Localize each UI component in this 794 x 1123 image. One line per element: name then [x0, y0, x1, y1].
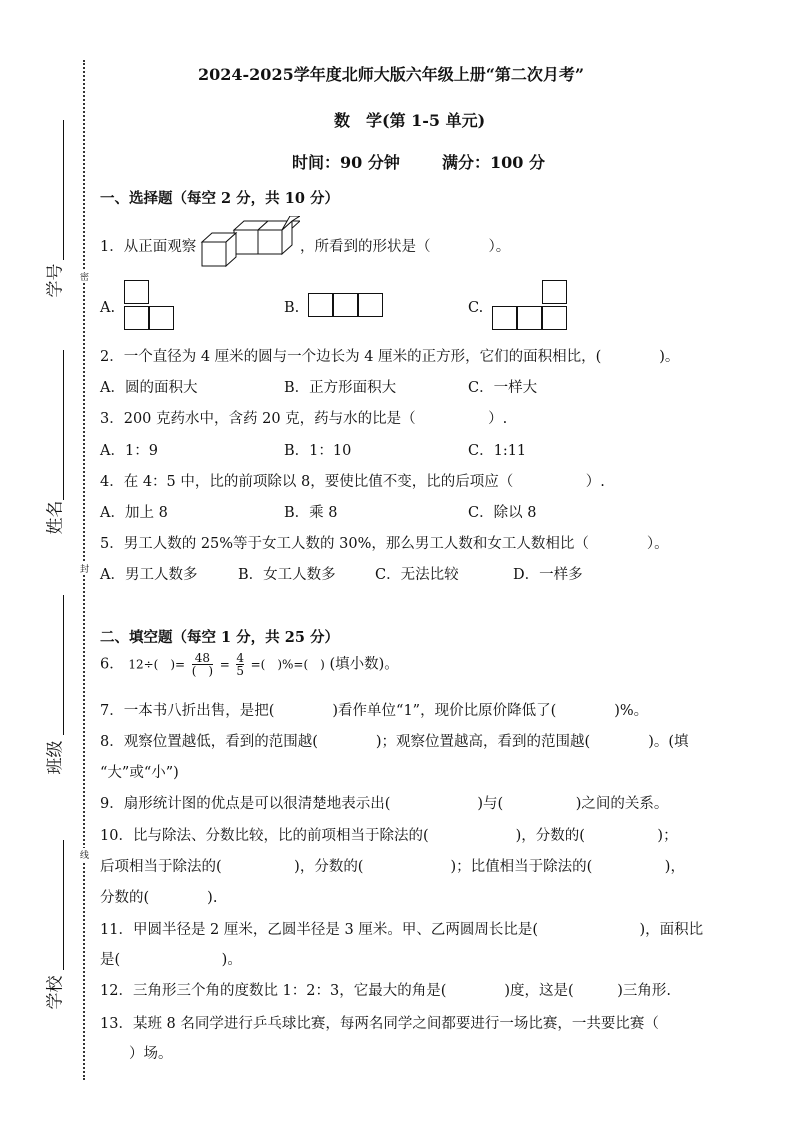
name-underline: [63, 350, 64, 500]
q4-option-b: B．乘 8: [284, 505, 338, 521]
class-label: 班级: [45, 740, 66, 775]
q3-option-b: B．1：10: [284, 443, 352, 459]
q5-text: 5．男工人数的 25%等于女工人数的 30%，那么男工人数和女工人数相比（ ）。: [100, 536, 669, 552]
q3-text: 3．200 克药水中，含药 20 克，药与水的比是（ ）.: [100, 411, 508, 427]
q10-text-line3: 分数的( ).: [100, 890, 218, 906]
exam-title: 2024-2025学年度北师大版六年级上册“第二次月考”: [198, 65, 585, 84]
q11-text-line1: 11．甲圆半径是 2 厘米，乙圆半径是 3 厘米。甲、乙两圆周长比是( )，面积比: [100, 922, 704, 938]
q4-text: 4．在 4：5 中，比的前项除以 8，要使比值不变，比的后项应（ ）.: [100, 474, 605, 490]
q5-option-d: D．一样多: [513, 567, 583, 583]
seal-mark-mi: 密: [80, 270, 89, 283]
q6-instruction: (填小数)。: [329, 656, 399, 673]
q1-cube-figure: [200, 216, 300, 268]
q6-fraction-1: [192, 652, 213, 677]
q8-text-line1: 8．观察位置越低，看到的范围越( )；观察位置越高，看到的范围越( )。(填: [100, 734, 689, 750]
q2-text: 2．一个直径为 4 厘米的圆与一个边长为 4 厘米的正方形，它们的面积相比，( )。: [100, 349, 680, 365]
q1-text-pre: 1．从正面观察: [100, 239, 197, 255]
q6-line: [100, 652, 399, 677]
q7-text: 7．一本书八折出售，是把( )看作单位“1”，现价比原价降低了( )%。: [100, 703, 649, 719]
q1-option-c-label: C.: [468, 300, 484, 316]
q9-text: 9．扇形统计图的优点是可以很清楚地表示出( )与( )之间的关系。: [100, 796, 669, 812]
q8-text-line2: “大”或“小”): [100, 765, 179, 781]
exam-subject: 数 学(第 1-5 单元): [334, 111, 486, 130]
q6-number: 6．: [100, 656, 124, 673]
exam-score: 满分：100 分: [442, 153, 545, 172]
q1-text-post: ，所看到的形状是（ ）。: [300, 239, 511, 255]
q2-option-a: A．圆的面积大: [100, 380, 198, 396]
q6-fraction-2-den: 5: [236, 664, 244, 678]
section1-heading: 一、选择题（每空 2 分，共 10 分）: [100, 190, 339, 207]
q13-text-line2: ）场。: [100, 1046, 173, 1062]
q12-text: 12．三角形三个角的度数比 1：2：3，它最大的角是( )度，这是( )三角形.: [100, 983, 671, 999]
q10-text-line1: 10．比与除法、分数比较，比的前项相当于除法的( )，分数的( )；: [100, 828, 678, 844]
q1-option-b-label: B.: [284, 300, 300, 316]
q6-fraction-2: [236, 652, 244, 677]
q1-option-a-label: A.: [100, 300, 116, 316]
q6-fraction-2-num: 4: [236, 651, 244, 665]
name-label: 姓名: [45, 500, 66, 535]
q2-option-c: C．一样大: [468, 380, 538, 396]
q6-expr-start: 12÷( )=: [128, 657, 186, 672]
q1-option-a-figure: [124, 280, 176, 332]
q10-text-line2: 后项相当于除法的( )，分数的( )；比值相当于除法的( )，: [100, 859, 685, 875]
q5-option-b: B．女工人数多: [238, 567, 336, 583]
school-underline: [63, 840, 64, 970]
q1-option-b-figure: [308, 293, 388, 319]
q6-fraction-1-den: ( ): [191, 664, 214, 678]
class-underline: [63, 595, 64, 735]
q5-option-c: C．无法比较: [375, 567, 459, 583]
seal-mark-feng: 封: [80, 562, 89, 575]
exam-time: 时间：90 分钟: [292, 153, 400, 172]
student-id-underline: [63, 120, 64, 260]
section2-heading: 二、填空题（每空 1 分，共 25 分）: [100, 629, 339, 646]
q2-option-b: B．正方形面积大: [284, 380, 397, 396]
seal-mark-xian: 线: [80, 848, 89, 861]
student-id-label: 学号: [45, 263, 66, 298]
q3-option-a: A．1：9: [100, 443, 158, 459]
q6-fraction-1-num: 48: [194, 651, 211, 665]
school-label: 学校: [45, 975, 66, 1010]
q4-option-c: C．除以 8: [468, 505, 537, 521]
q13-text-line1: 13．某班 8 名同学进行乒乓球比赛，每两名同学之间都要进行一场比赛，一共要比赛（: [100, 1016, 659, 1032]
q6-equals: =: [219, 657, 230, 672]
q6-expr-end: =( )%=( ): [250, 657, 325, 672]
q4-option-a: A．加上 8: [100, 505, 168, 521]
q5-option-a: A．男工人数多: [100, 567, 198, 583]
q1-option-c-figure: [492, 280, 572, 332]
q3-option-c: C．1:11: [468, 443, 527, 459]
q11-text-line2: 是( )。: [100, 952, 242, 968]
